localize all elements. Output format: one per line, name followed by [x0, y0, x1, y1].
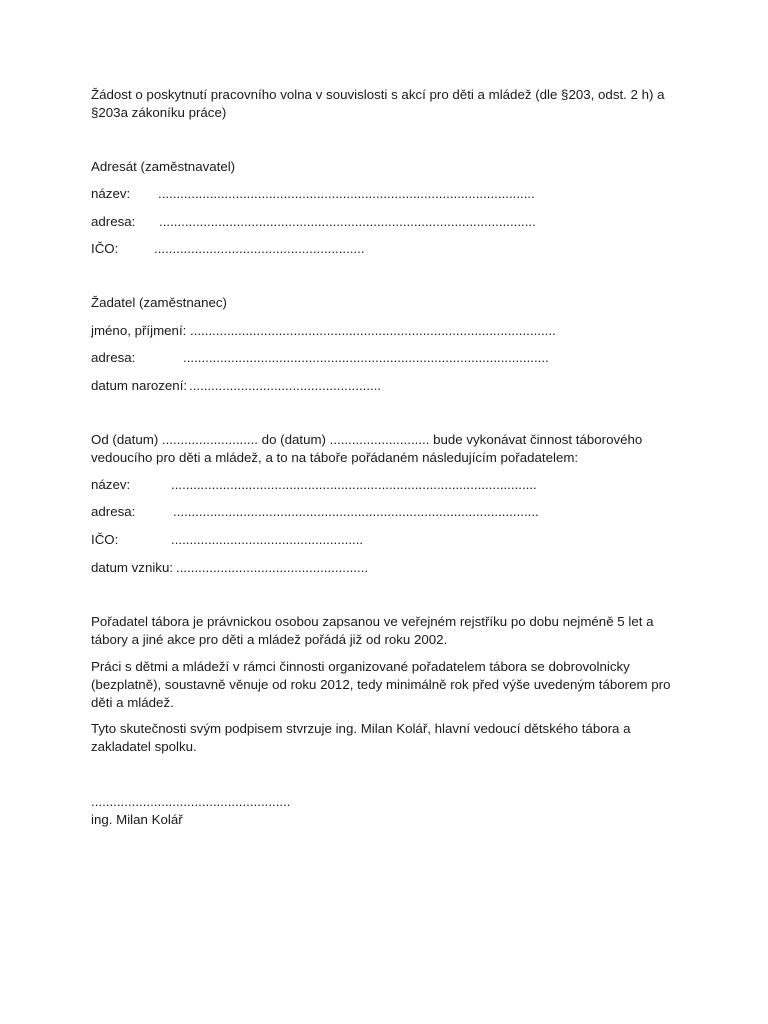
employer-name-label: název:	[91, 186, 131, 201]
signature-name: ing. Milan Kolář	[91, 812, 183, 827]
organizer-ico-label: IČO:	[91, 532, 119, 547]
applicant-name-row	[91, 322, 556, 340]
applicant-birth-dots: ....................................................	[189, 378, 382, 393]
applicant-name-dots: ...................................................................................................	[190, 323, 556, 338]
organizer-name-row	[91, 476, 537, 494]
organizer-name-dots: ...................................................................................................	[171, 477, 537, 492]
applicant-address-dots: ...................................................................................................	[183, 350, 549, 365]
paragraph-volunteer-work: Práci s dětmi a mládeží v rámci činnosti organizované pořadatelem tábora se dobrovolnicky (bezplatně), soustavně věnuje od roku 2012, tedy minimálně rok před výše uvedeným táborem pro děti a mládež.	[91, 659, 671, 710]
applicant-birth-label: datum narození:	[91, 378, 188, 393]
paragraph-organizer-registry: Pořadatel tábora je právnickou osobou zapsanou ve veřejném rejstříku po dobu nejméně 5 let a tábory a jiné akce pro děti a mládež pořádá již od roku 2002.	[91, 614, 654, 647]
organizer-name-label: název:	[91, 477, 131, 492]
organizer-founded-dots: ....................................................	[176, 560, 369, 575]
employer-name-row	[91, 185, 535, 203]
employer-heading: Adresát (zaměstnavatel)	[91, 159, 236, 174]
organizer-address-dots: ...................................................................................................	[173, 504, 539, 519]
employer-ico-dots: .........................................................	[154, 241, 365, 256]
applicant-address-label: adresa:	[91, 350, 136, 365]
employer-address-label: adresa:	[91, 214, 136, 229]
activity-text: Od (datum) .......................... do (datum) ........................... bude vykonávat činnost táborového vedoucího pro děti a mládež, a to na táboře pořádaném následujícím pořadatelem:	[91, 432, 643, 465]
employer-address-dots: ......................................................................................................	[159, 214, 536, 229]
organizer-ico-row	[91, 531, 363, 549]
employer-address-row	[91, 213, 536, 231]
applicant-address-row	[91, 349, 549, 367]
applicant-heading: Žadatel (zaměstnanec)	[91, 295, 227, 310]
applicant-name-label: jméno, příjmení:	[91, 323, 187, 338]
employer-name-dots: ......................................................................................................	[158, 186, 535, 201]
organizer-ico-dots: ....................................................	[171, 532, 364, 547]
organizer-founded-row	[91, 559, 368, 577]
document-title: Žádost o poskytnutí pracovního volna v souvislosti s akcí pro děti a mládež (dle §203, odst. 2 h) a §203a zákoníku práce)	[91, 87, 665, 120]
paragraph-confirmation: Tyto skutečnosti svým podpisem stvrzuje ing. Milan Kolář, hlavní vedoucí dětského tábora a zakladatel spolku.	[91, 721, 631, 754]
employer-ico-row	[91, 240, 365, 258]
organizer-address-label: adresa:	[91, 504, 136, 519]
organizer-address-row	[91, 503, 539, 521]
signature-line: ......................................................	[91, 794, 291, 809]
employer-ico-label: IČO:	[91, 241, 119, 256]
organizer-founded-label: datum vzniku:	[91, 560, 174, 575]
applicant-birth-row	[91, 377, 381, 395]
